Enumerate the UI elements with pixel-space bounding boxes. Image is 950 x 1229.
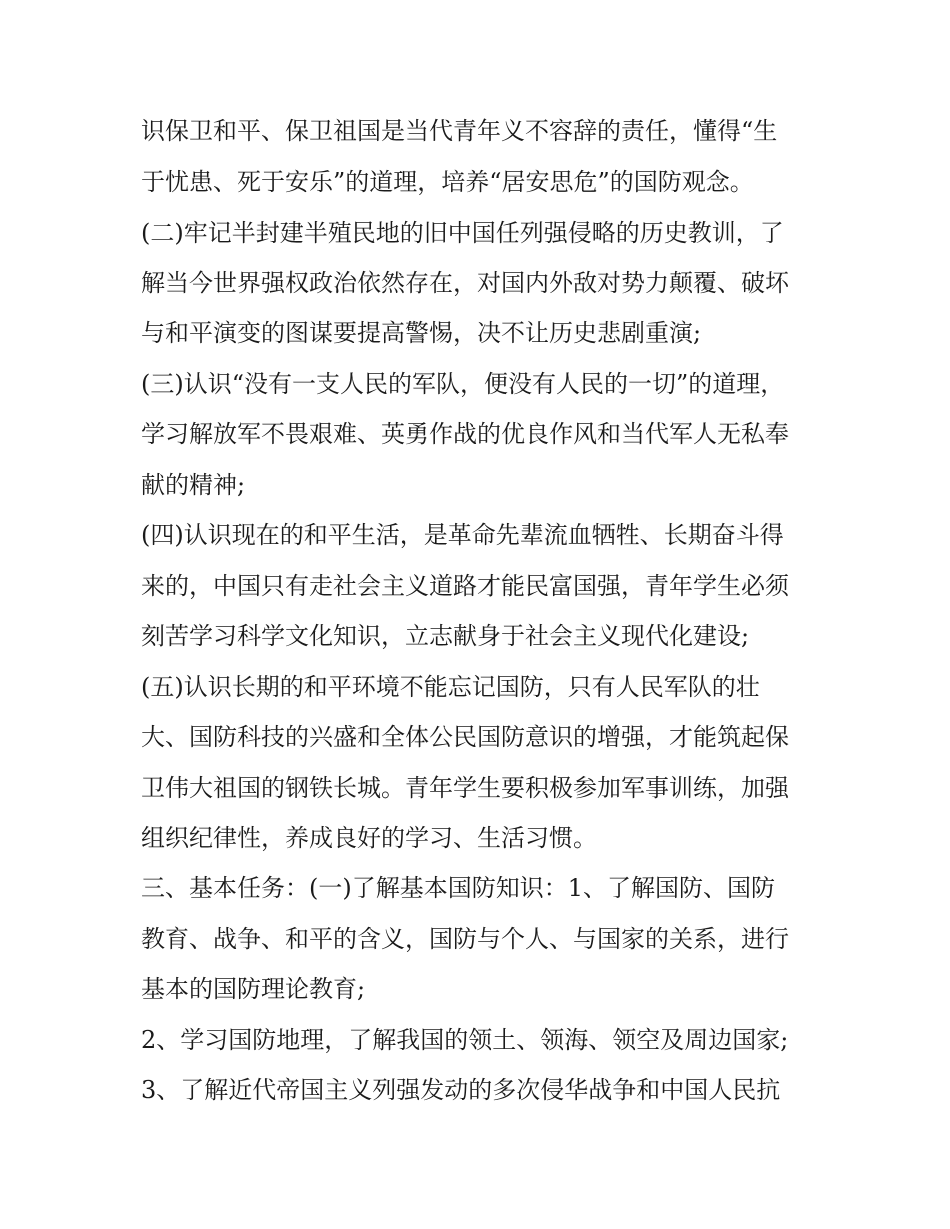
text-line: 三、基本任务：(一)了解基本国防知识：1、了解国防、国防 (141, 874, 775, 902)
text-line: 3、了解近代帝国主义列强发动的多次侵华战争和中国人民抗 (141, 1076, 781, 1104)
text-line: 来的，中国只有走社会主义道路才能民富国强，青年学生必须 (141, 572, 789, 600)
text-line: (二)牢记半封建半殖民地的旧中国任列强侵略的历史教训，了 (141, 219, 784, 247)
text-line: 学习解放军不畏艰难、英勇作战的优良作风和当代军人无私奉 (141, 420, 789, 448)
text-line: 与和平演变的图谋要提高警惕，决不让历史悲剧重演; (141, 319, 702, 347)
text-line: (五)认识长期的和平环境不能忘记国防，只有人民军队的壮 (141, 673, 760, 701)
text-line: (四)认识现在的和平生活，是革命先辈流血牺牲、长期奋斗得 (141, 521, 784, 549)
text-line: 2、学习国防地理，了解我国的领土、领海、领空及周边国家; (141, 1026, 789, 1054)
text-line: 解当今世界强权政治依然存在，对国内外敌对势力颠覆、破坏 (141, 269, 789, 297)
text-line: (三)认识“没有一支人民的军队，便没有人民的一切”的道理， (141, 370, 785, 398)
text-line: 组织纪律性，养成良好的学习、生活习惯。 (141, 824, 597, 852)
text-line: 卫伟大祖国的钢铁长城。青年学生要积极参加军事训练，加强 (141, 774, 789, 802)
text-line: 教育、战争、和平的含义，国防与个人、与国家的关系，进行 (141, 925, 789, 953)
text-line: 识保卫和平、保卫祖国是当代青年义不容辞的责任，懂得“生 (141, 117, 778, 145)
text-line: 于忧患、死于安乐”的道理，培养“居安思危”的国防观念。 (141, 168, 754, 196)
text-line: 刻苦学习科学文化知识，立志献身于社会主义现代化建设; (141, 622, 750, 650)
text-line: 献的精神; (141, 471, 246, 499)
text-line: 基本的国防理论教育; (141, 975, 366, 1003)
text-line: 大、国防科技的兴盛和全体公民国防意识的增强，才能筑起保 (141, 723, 789, 751)
